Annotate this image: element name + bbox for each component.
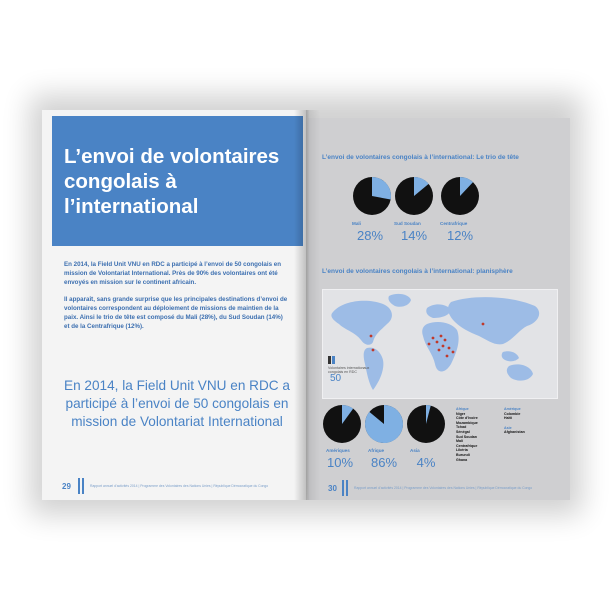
pie-bottom-1-label: Amériques xyxy=(326,448,350,453)
pie-bottom-3-pct: 4% xyxy=(416,455,436,470)
list-item-country: Niger xyxy=(456,411,466,416)
pie-top-1-pct: 28% xyxy=(356,228,384,243)
map-legend-text: Volontaires internationaux congolais en RDC xyxy=(328,365,370,374)
pie-bottom-1 xyxy=(322,404,362,444)
map-legend xyxy=(328,356,370,375)
list-item-country: Sénégal xyxy=(456,429,470,434)
list-item-country: Mali xyxy=(456,439,463,444)
pie-top-2 xyxy=(394,176,434,216)
page-number: 29 xyxy=(62,482,71,491)
left-page xyxy=(42,110,306,500)
pie-top-3-label: Centrafrique xyxy=(440,221,468,226)
list-item-country: Colombie xyxy=(504,411,521,416)
list-amerique xyxy=(504,407,525,435)
list-item-country: Sud Soudan xyxy=(456,434,477,439)
footer-bars xyxy=(78,478,86,494)
page-title: L’envoi de volontaires congolais à l’international xyxy=(64,145,280,218)
list-item-country: Libéria xyxy=(456,448,468,453)
intro-paragraph-2: Il apparaît, sans grande surprise que les principales destinations d’envoi de volontaires correspondent au déploiement de missions de maintien de la paix. Ainsi le trio de tête est composé du Mali (28%), du Sud Soudan (14%) et de la Centrafrique (12%). xyxy=(64,295,288,331)
pie-top-3-pct: 12% xyxy=(446,228,474,243)
book-spine xyxy=(294,110,320,500)
page-number: 30 xyxy=(328,484,337,493)
list-afrique-head: Afrique xyxy=(456,407,469,411)
list-amerique-head: Amérique xyxy=(504,407,521,411)
footer-text: Rapport annuel d’activités 2014 | Programme des Volontaires des Nations Unies | République Démocratique du Congo xyxy=(90,484,269,488)
pull-quote: En 2014, la Field Unit VNU en RDC a participé à l’envoi de 50 congolais en mission de Volontariat International xyxy=(64,378,290,429)
world-map xyxy=(322,289,558,399)
right-footer xyxy=(320,484,565,496)
footer-text: Rapport annuel d’activités 2014 | Programme des Volontaires des Nations Unies | République Démocratique du Congo xyxy=(354,486,533,490)
pie-bottom-2-label: Afrique xyxy=(368,448,385,453)
map-number: 50 xyxy=(330,373,342,384)
list-item-country: Tchad xyxy=(456,425,467,430)
list-item-country: Haïti xyxy=(504,416,512,421)
right-page xyxy=(308,118,570,500)
list-item-country: Ghana xyxy=(456,457,468,462)
pie-bottom-1-pct: 10% xyxy=(326,455,354,470)
pie-bottom-3 xyxy=(406,404,446,444)
footer-bars xyxy=(342,480,350,496)
list-item-country: Mozambique xyxy=(456,420,478,425)
section-title-map: L’envoi de volontaires congolais à l’international: planisphère xyxy=(322,268,513,275)
list-item-country: Burundi xyxy=(456,452,470,457)
list-item-country: Centrafrique xyxy=(456,443,478,448)
intro-text xyxy=(64,260,289,338)
pie-bottom-2 xyxy=(364,404,404,444)
list-afrique xyxy=(456,407,478,462)
pie-top-2-label: Sud Soudan xyxy=(394,221,421,226)
pie-bottom-2-pct: 86% xyxy=(370,455,398,470)
pie-bottom-3-label: Asia xyxy=(410,448,420,453)
pie-top-1-slice xyxy=(372,177,391,200)
list-item-country: Afghanistan xyxy=(504,430,525,435)
pie-top-1-label: Mali xyxy=(352,221,361,226)
left-footer xyxy=(52,482,297,494)
pie-top-3 xyxy=(440,176,480,216)
section-title-top: L’envoi de volontaires congolais à l’international: Le trio de tête xyxy=(322,154,519,161)
list-asie-head: Asie xyxy=(504,425,512,430)
intro-paragraph-1: En 2014, la Field Unit VNU en RDC a participé à l’envoi de 50 congolais en mission de Volontariat International. Près de 90% des volontaires ont été envoyés en mission sur le continent africain. xyxy=(64,261,281,287)
world-map-shape xyxy=(323,290,557,398)
open-brochure xyxy=(42,110,570,500)
pie-top-2-pct: 14% xyxy=(400,228,428,243)
pie-top-1 xyxy=(352,176,392,216)
list-item-country: Côte d’Ivoire xyxy=(456,416,478,421)
